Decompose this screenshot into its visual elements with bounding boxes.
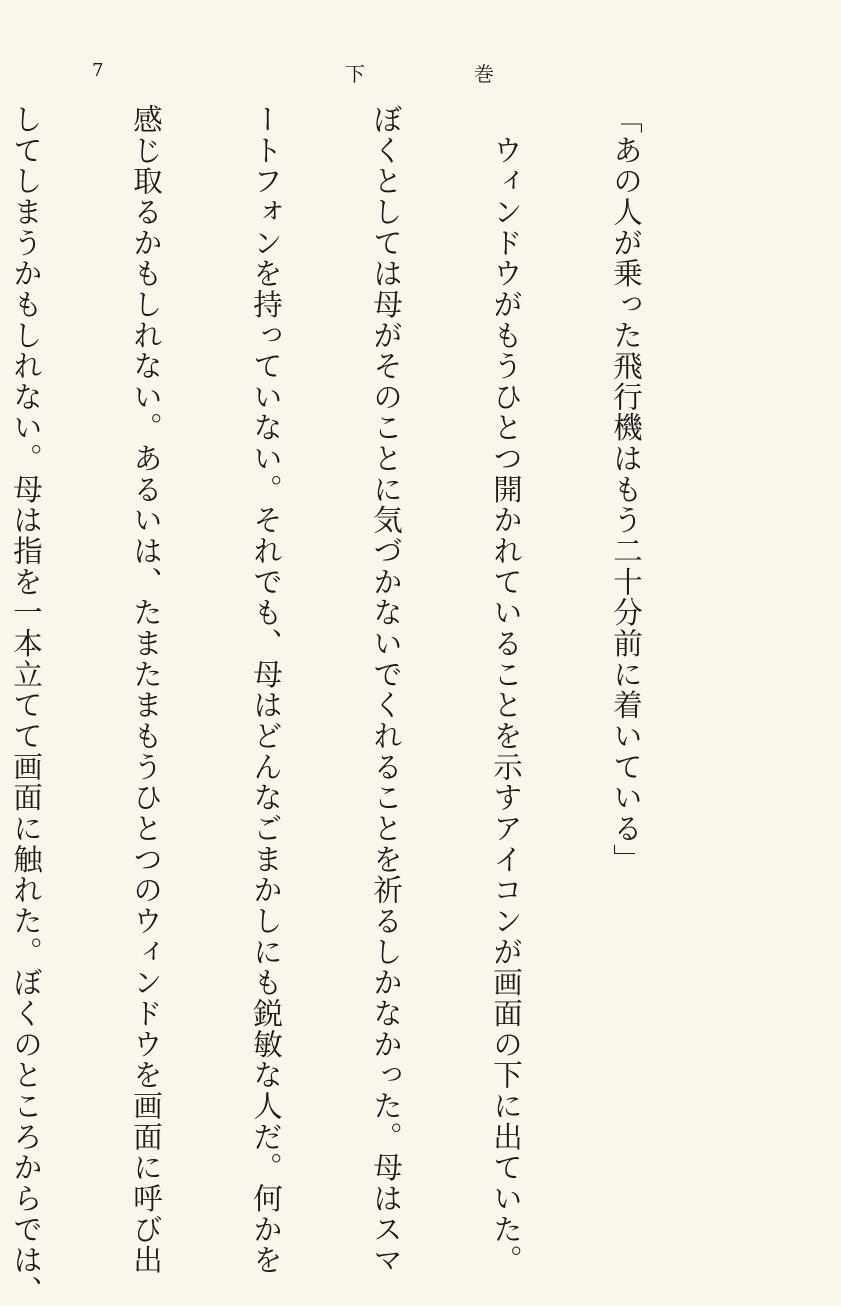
text-line: 「あの人が乗った飛行機はもう二十分前に着いている」 [609, 104, 643, 875]
text-line: ートフォンを持っていない。それでも、母はどんなごまかしにも鋭敏な人だ。何かを [249, 104, 283, 1276]
running-head-left: 下 [345, 62, 365, 86]
text-line: ウィンドウがもうひとつ開かれていることを示すアイコンが画面の下に出ていた。 [489, 104, 523, 1276]
text-line: ぼくとしては母がそのことに気づかないでくれることを祈るしかなかった。母はスマ [369, 104, 403, 1276]
vertical-text-column [9, 104, 726, 1306]
running-head-right: 巻 [474, 62, 494, 86]
text-line: 感じ取るかもしれない。あるいは、たまたまもうひとつのウィンドウを画面に呼び出 [129, 104, 163, 1276]
body-text [9, 104, 726, 1306]
page-number: 7 [92, 60, 104, 81]
text-line: してしまうかもしれない。母は指を一本立てて画面に触れた。ぼくのところからでは、 [9, 104, 43, 1306]
